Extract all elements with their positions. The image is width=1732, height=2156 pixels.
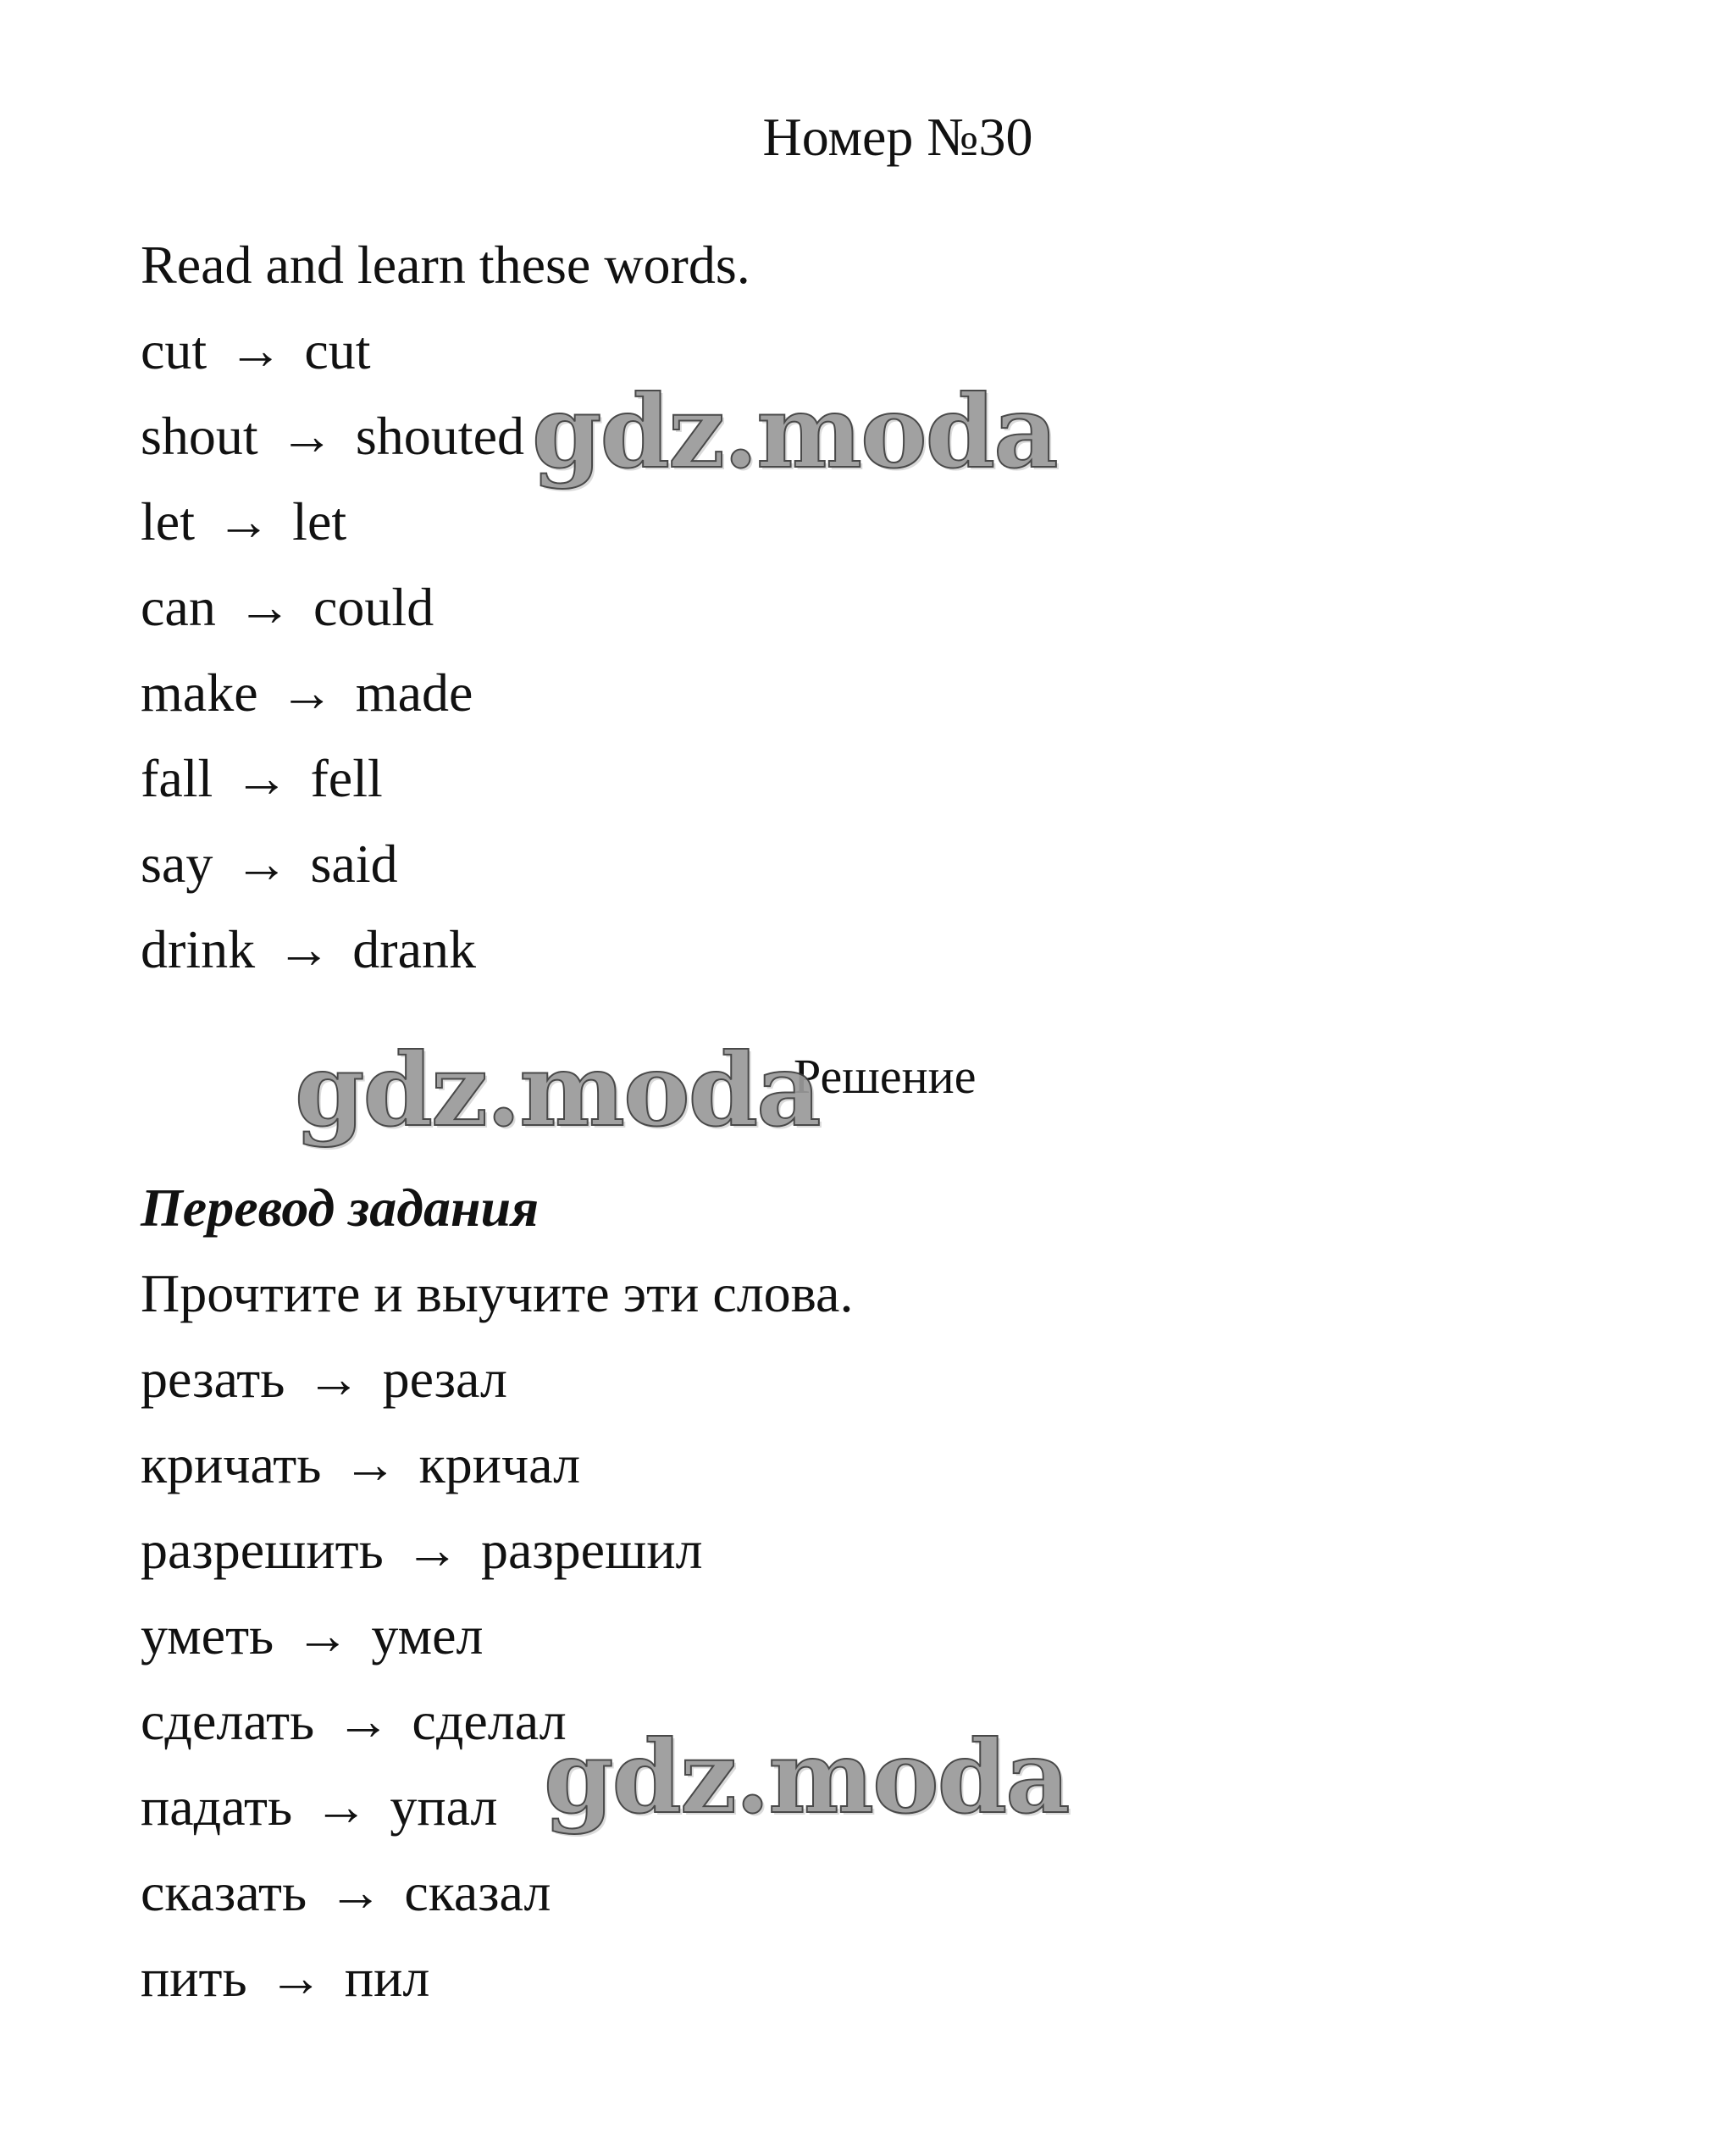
arrow-icon: → <box>279 662 335 723</box>
word-base: пить <box>141 1948 247 2008</box>
word-past: could <box>313 577 434 637</box>
word-past: кричал <box>418 1434 581 1494</box>
arrow-icon: → <box>295 1605 350 1665</box>
arrow-icon: → <box>237 577 292 637</box>
arrow-icon: → <box>234 834 289 894</box>
watermark-logo: gdz.moda <box>532 373 1057 491</box>
arrow-icon: → <box>216 491 271 551</box>
arrow-icon: → <box>234 748 289 808</box>
word-past: let <box>292 491 347 551</box>
arrow-icon: → <box>335 1691 390 1751</box>
word-pair <box>141 564 750 650</box>
arrow-icon: → <box>279 406 335 466</box>
word-base: say <box>141 834 213 894</box>
page-title: Номер №30 <box>762 107 1033 167</box>
word-base: can <box>141 577 216 637</box>
word-base: разрешить <box>141 1520 384 1580</box>
arrow-icon: → <box>405 1520 460 1580</box>
word-past: drank <box>352 919 476 979</box>
word-pair <box>141 906 750 992</box>
word-base: уметь <box>141 1605 274 1665</box>
word-pair <box>141 1507 853 1593</box>
translation-instruction: Прочтите и выучите эти слова. <box>141 1263 854 1323</box>
arrow-icon: → <box>276 919 331 979</box>
word-base: сделать <box>141 1691 315 1751</box>
word-past: пил <box>344 1948 430 2008</box>
translation-block <box>141 1165 853 2020</box>
translation-heading: Перевод задания <box>141 1178 540 1238</box>
task-block <box>141 222 750 992</box>
task-instruction: Read and learn these words. <box>141 235 750 295</box>
watermark-logo: gdz.moda <box>295 1031 820 1149</box>
word-pair <box>141 1593 853 1678</box>
watermark-logo: gdz.moda <box>544 1718 1069 1836</box>
word-pair <box>141 821 750 906</box>
word-base: резать <box>141 1349 285 1409</box>
word-pair <box>141 1336 853 1422</box>
arrow-icon: → <box>313 1776 368 1837</box>
word-pair <box>141 1935 853 2020</box>
arrow-icon: → <box>306 1349 361 1409</box>
word-pair <box>141 1849 853 1935</box>
word-past: made <box>355 662 473 723</box>
word-past: разрешил <box>480 1520 703 1580</box>
arrow-icon: → <box>343 1434 398 1494</box>
word-pair <box>141 1422 853 1507</box>
word-pair <box>141 650 750 735</box>
word-base: падать <box>141 1776 293 1837</box>
word-past: резал <box>382 1349 507 1409</box>
word-past: умел <box>371 1605 484 1665</box>
word-past: cut <box>304 320 371 380</box>
arrow-icon: → <box>268 1948 324 2008</box>
solution-label: Решение <box>794 1049 977 1104</box>
word-past: сделал <box>412 1691 567 1751</box>
word-base: кричать <box>141 1434 322 1494</box>
word-base: make <box>141 662 258 723</box>
word-past: сказал <box>404 1862 551 1922</box>
word-base: сказать <box>141 1862 307 1922</box>
word-base: shout <box>141 406 258 466</box>
word-pair <box>141 735 750 821</box>
word-base: drink <box>141 919 256 979</box>
arrow-icon: → <box>228 320 283 380</box>
word-past: shouted <box>355 406 524 466</box>
arrow-icon: → <box>328 1862 383 1922</box>
word-past: said <box>310 834 398 894</box>
word-base: let <box>141 491 195 551</box>
word-base: cut <box>141 320 208 380</box>
word-base: fall <box>141 748 213 808</box>
word-past: fell <box>310 748 383 808</box>
word-past: упал <box>390 1776 498 1837</box>
word-pair <box>141 479 750 564</box>
